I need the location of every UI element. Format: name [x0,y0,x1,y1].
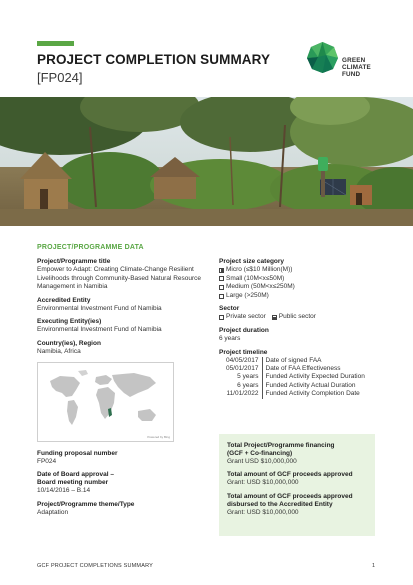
timeline-desc: Date of FAA Effectiveness [265,364,341,372]
timeline-date: 6 years [219,382,262,390]
sector-block [219,305,384,322]
field-label: Executing Entity(ies) [37,318,102,326]
sector-checkbox [272,315,277,320]
accredited-entity-value: Environmental Investment Fund of Namibia [37,304,162,312]
executing-entity-value: Environmental Investment Fund of Namibia [37,326,162,334]
world-map [37,362,174,442]
size-option-label: Small (10M<x≤50M) [226,274,285,282]
financing-summary-box [219,434,375,536]
page-title: PROJECT COMPLETION SUMMARY [37,52,271,67]
field-label: Total amount of GCF proceeds approved [227,471,353,479]
gcf-logo-mark-icon [306,41,339,74]
executing-entity-block [37,318,202,335]
project-code: [FP024] [37,70,83,85]
theme-block [37,501,202,518]
total-financing-value: Grant USD $10,000,000 [227,458,297,465]
village-landscape-image [0,97,413,226]
sector-option-private [219,313,266,322]
field-label: Date of Board approval – [37,471,114,479]
duration-block [219,327,384,344]
timeline-row [219,390,365,398]
field-label: disbursed to the Accredited Entity [227,500,333,508]
size-checkbox [219,276,224,281]
region-block [37,340,202,357]
field-label: Project/Programme theme/Type [37,500,135,508]
field-label: Sector [219,305,240,313]
timeline-desc: Funded Activity Expected Duration [265,373,365,381]
timeline-row [219,373,365,381]
size-option-large [219,292,384,301]
world-map-icon [38,363,175,443]
field-label: Project size category [219,258,285,265]
disbursed-proceeds-block [227,493,367,517]
accredited-entity-block [37,297,202,314]
gcf-logo [306,41,386,81]
timeline-date: 5 years [219,373,262,381]
funding-proposal-block [37,450,202,467]
timeline-row [219,357,365,365]
timeline-date: 11/01/2022 [219,390,262,398]
size-option-label: Micro (≤$10 Million(M)) [226,266,293,273]
approved-proceeds-value: Grant: USD $10,000,000 [227,479,299,487]
board-approval-value: 10/14/2016 – B.14 [37,487,91,495]
hero-photo [0,97,413,226]
sector-option-label: Public sector [278,313,316,321]
funding-proposal-value: FP024 [37,457,57,465]
size-option-label: Medium (50M<x≤250M) [226,283,295,291]
field-label: Country(ies), Region [37,339,101,347]
project-title-value: Empower to Adapt: Creating Climate-Change Resilient Livelihoods through Community-Based Natural Resource Management in Namibia [37,266,202,291]
size-category-block [219,258,384,300]
size-option-small [219,275,384,284]
timeline-row [219,382,365,390]
duration-value: 6 years [219,334,241,342]
gcf-logo-text [342,57,371,79]
timeline-desc: Funded Activity Actual Duration [265,381,356,389]
approved-proceeds-block [227,471,367,487]
map-credit: Powered by Bing [147,434,170,439]
page-number: 1 [372,563,376,569]
size-option-medium [219,283,384,292]
field-label: (GCF + Co-financing) [227,450,293,457]
field-label: Total amount of GCF proceeds approved [227,492,353,500]
sector-checkbox [219,315,224,320]
project-data-left-column [37,258,202,522]
field-label: Funding proposal number [37,449,118,457]
size-option-label: Large (>250M) [226,291,269,299]
timeline-desc: Funded Activity Completion Date [265,390,360,398]
theme-value: Adaptation [37,508,69,516]
field-label: Accredited Entity [37,296,91,304]
timeline-date: 05/01/2017 [219,365,262,373]
footer-title: GCF PROJECT COMPLETIONS SUMMARY [37,563,154,569]
timeline-row [219,365,365,373]
board-approval-block [37,471,202,496]
timeline-date: 04/05/2017 [219,357,262,365]
field-label: Board meeting number [37,479,109,487]
timeline-desc: Date of signed FAA [265,356,322,364]
timeline-block [219,349,384,399]
project-data-right-column [219,258,384,404]
disbursed-proceeds-value: Grant: USD $10,000,000 [227,508,299,516]
timeline-table [219,357,365,399]
field-label: Project duration [219,326,269,334]
sector-option-public [272,313,316,322]
field-label: Total Project/Programme financing [227,442,335,449]
total-financing-block [227,442,367,466]
size-checkbox [219,268,224,273]
logo-line: GREEN [342,57,366,64]
size-checkbox [219,294,224,299]
title-accent-bar [37,41,74,46]
section-heading: PROJECT/PROGRAMME DATA [37,244,144,251]
field-label: Project timeline [219,348,268,356]
logo-line: FUND [342,71,361,79]
logo-line: CLIMATE [342,64,371,72]
project-title-block [37,258,202,292]
region-value: Namibia, Africa [37,347,81,355]
sector-options [219,313,384,322]
field-label: Project/Programme title [37,258,111,265]
size-option-micro [219,266,384,275]
size-checkbox [219,285,224,290]
sector-option-label: Private sector [226,313,266,321]
